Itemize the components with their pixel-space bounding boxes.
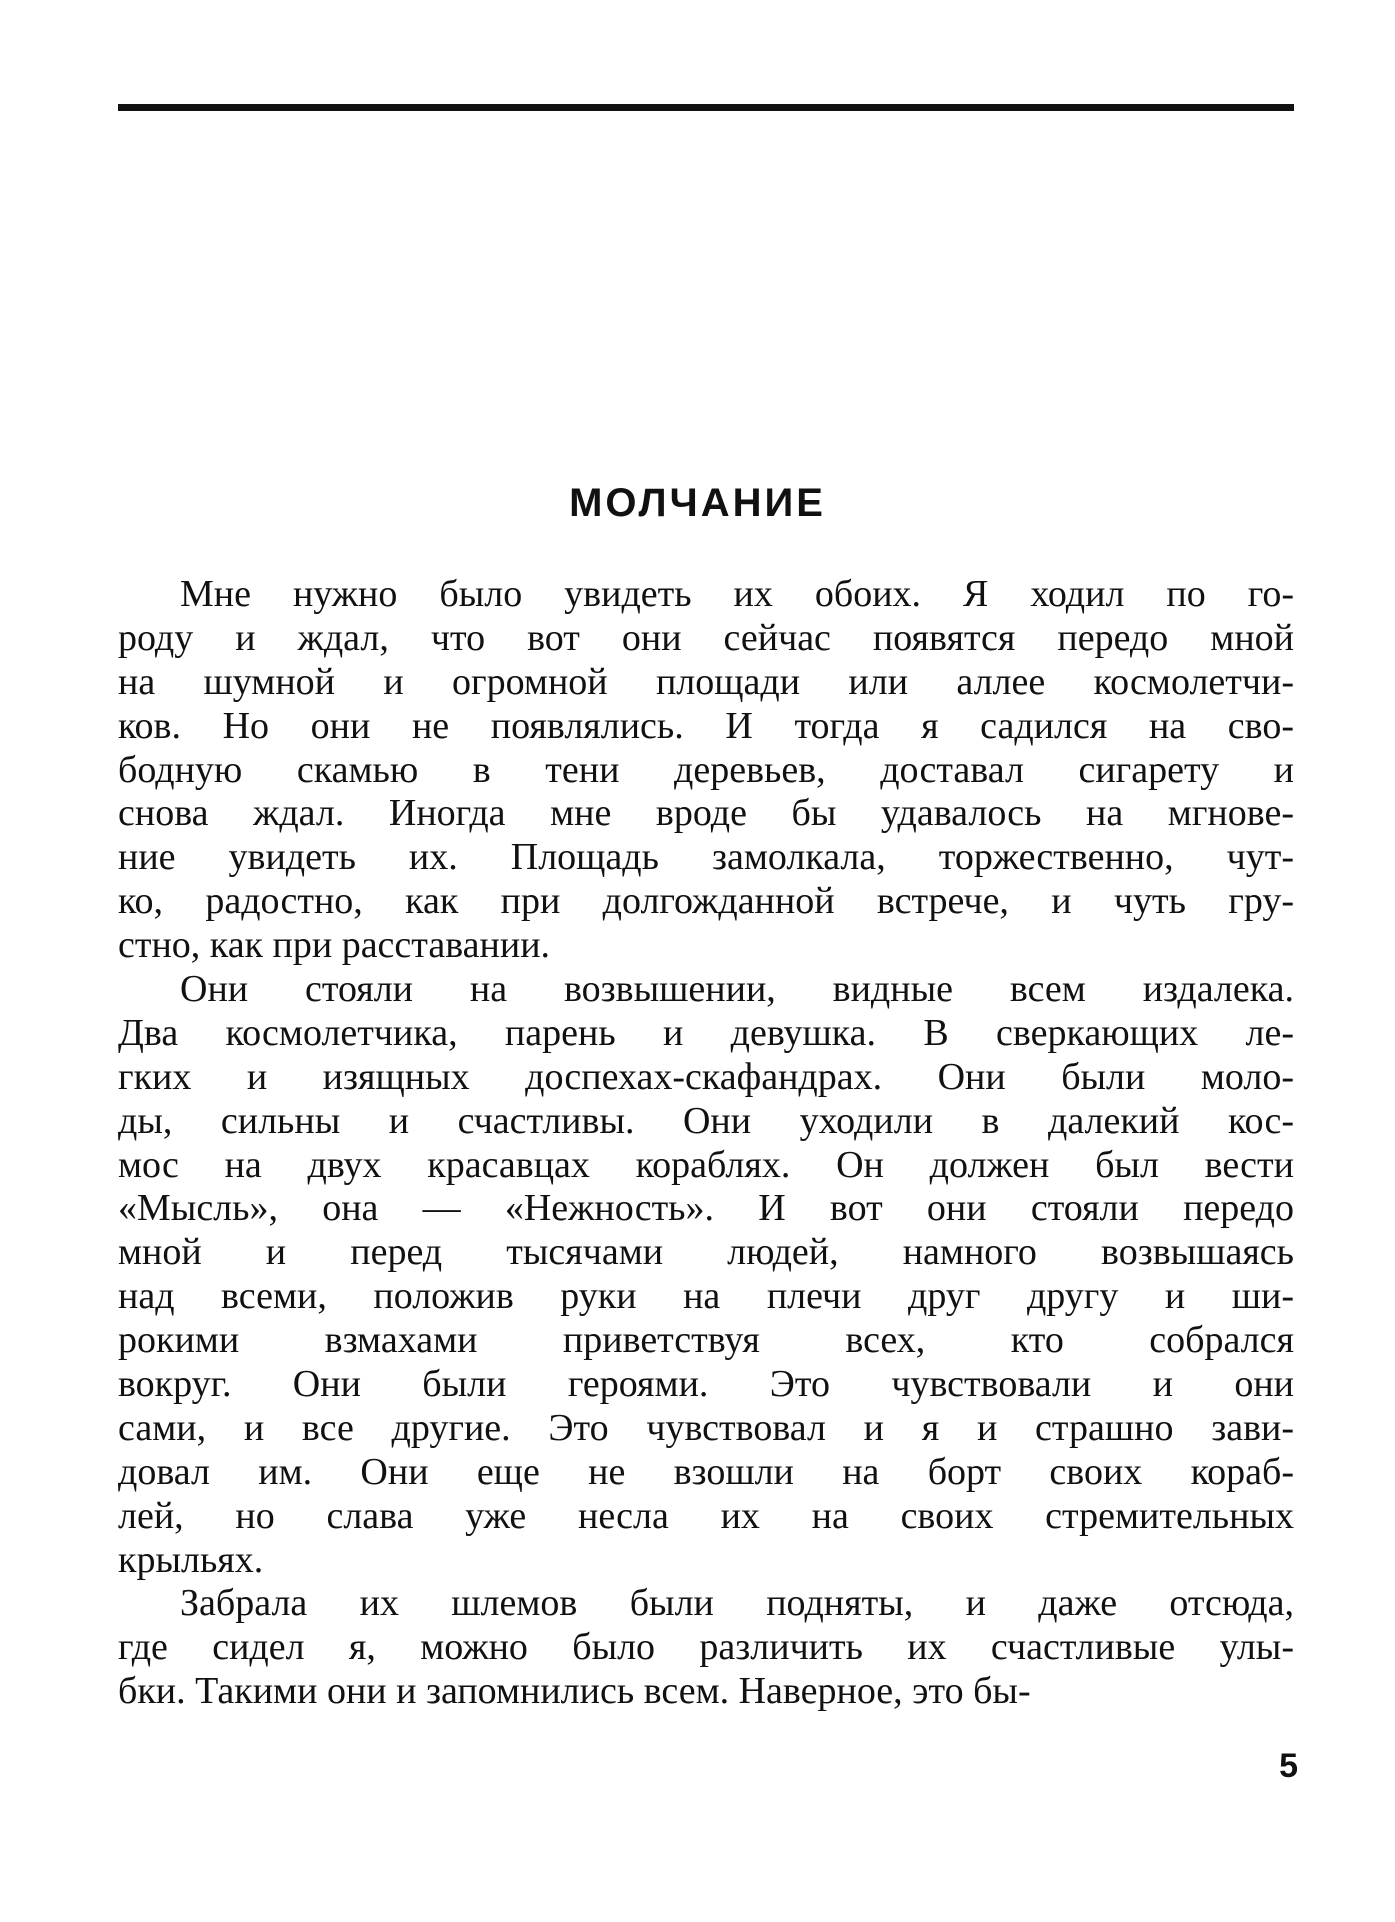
text-line: роду и ждал, что вот они сейчас появятся передо мной bbox=[118, 616, 1294, 659]
text-line: мной и перед тысячами людей, намного возвышаясь bbox=[118, 1231, 1294, 1274]
text-line: вокруг. Они были героями. Это чувствовали и они bbox=[118, 1363, 1294, 1406]
text-line: мос на двух красавцах кораблях. Он должен был вести bbox=[118, 1143, 1294, 1186]
top-rule bbox=[118, 104, 1294, 111]
text-line: «Мысль», она — «Нежность». И вот они стояли передо bbox=[118, 1187, 1294, 1230]
text-line: сами, и все другие. Это чувствовал и я и страшно зави- bbox=[118, 1406, 1294, 1449]
text-line: бодную скамью в тени деревьев, доставал сигарету и bbox=[118, 748, 1294, 791]
text-line: над всеми, положив руки на плечи друг другу и ши- bbox=[118, 1275, 1294, 1318]
text-line: Мне нужно было увидеть их обоих. Я ходил по го- bbox=[180, 573, 1294, 615]
paragraph bbox=[118, 1582, 1294, 1714]
text-line: снова ждал. Иногда мне вроде бы удавалось на мгнове- bbox=[118, 792, 1294, 835]
paragraph bbox=[118, 573, 1294, 968]
text-line: стно, как при расставании. bbox=[118, 924, 551, 967]
page-number: 5 bbox=[1279, 1747, 1298, 1785]
body-text bbox=[118, 573, 1294, 1714]
text-line: ко, радостно, как при долгожданной встрече, и чуть гру- bbox=[118, 880, 1294, 923]
text-line: рокими взмахами приветствуя всех, кто собрался bbox=[118, 1319, 1294, 1362]
text-line: лей, но слава уже несла их на своих стремительных bbox=[118, 1494, 1294, 1537]
text-line: Они стояли на возвышении, видные всем издалека. bbox=[180, 968, 1294, 1011]
text-line: ние увидеть их. Площадь замолкала, торжественно, чут- bbox=[118, 836, 1294, 879]
text-line: где сидел я, можно было различить их счастливые улы- bbox=[118, 1626, 1294, 1669]
chapter-title: МОЛЧАНИЕ bbox=[569, 481, 826, 525]
text-line: на шумной и огромной площади или аллее космолетчи- bbox=[118, 660, 1294, 703]
text-line: крыльях. bbox=[118, 1538, 264, 1581]
text-line: гких и изящных доспехах-скафандрах. Они были моло- bbox=[118, 1055, 1294, 1098]
text-line: ков. Но они не появлялись. И тогда я садился на сво- bbox=[118, 704, 1294, 747]
text-line: Забрала их шлемов были подняты, и даже отсюда, bbox=[180, 1582, 1294, 1625]
text-line: Два космолетчика, парень и девушка. В сверкающих ле- bbox=[118, 1011, 1294, 1054]
text-line: довал им. Они еще не взошли на борт своих кораб- bbox=[118, 1450, 1294, 1493]
text-line: бки. Такими они и запомнились всем. Наверное, это бы- bbox=[118, 1670, 1031, 1713]
text-line: ды, сильны и счастливы. Они уходили в далекий кос- bbox=[118, 1099, 1294, 1142]
paragraph bbox=[118, 968, 1294, 1582]
